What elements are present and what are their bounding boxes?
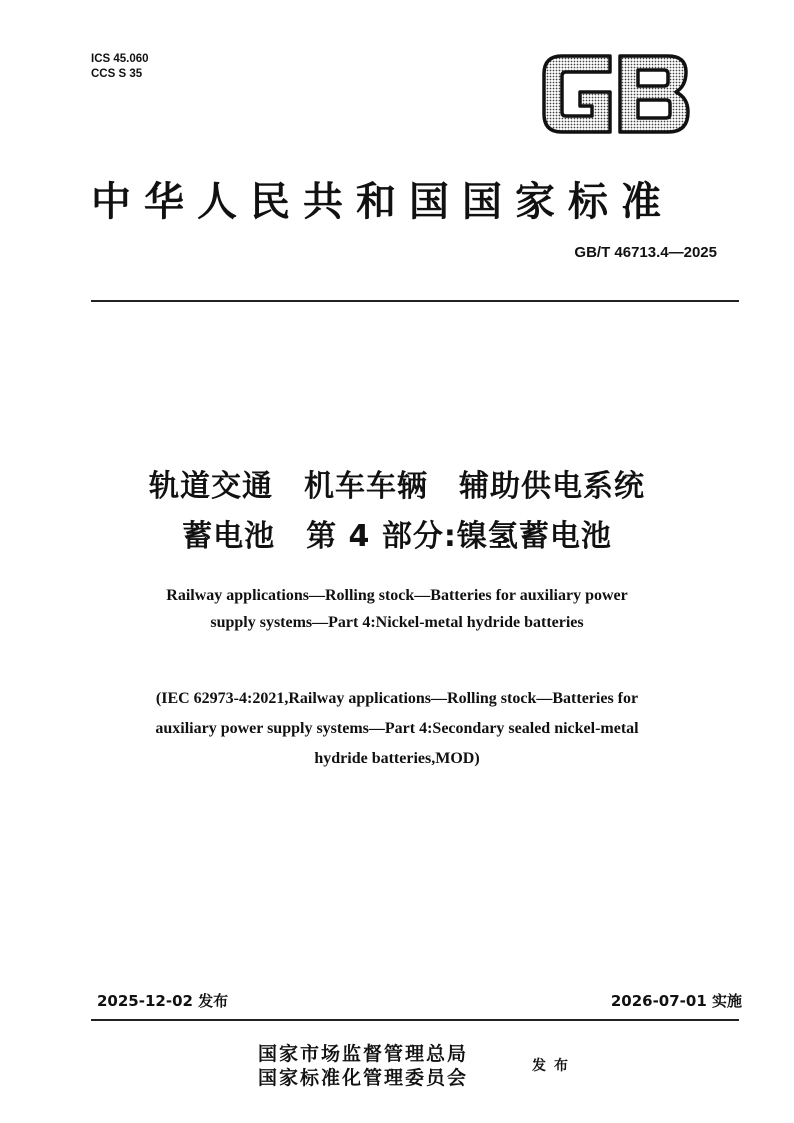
- gb-logo: [540, 48, 692, 140]
- footer-divider: [91, 1019, 739, 1021]
- iec-reference-line-1: (IEC 62973-4:2021,Railway applications—Rolling stock—Batteries for: [155, 690, 639, 707]
- classification-codes: [91, 52, 149, 82]
- english-title: [60, 582, 734, 636]
- chinese-title-line-2: 蓄电池 第 4 部分:镍氢蓄电池: [182, 519, 612, 554]
- issuer-samr: 国家市场监督管理总局: [258, 1043, 469, 1065]
- english-title-line-2: supply systems—Part 4:Nickel-metal hydride batteries: [210, 614, 584, 631]
- iec-reference-line-3: hydride batteries,MOD): [314, 750, 480, 767]
- standard-number: GB/T 46713.4—2025: [574, 244, 717, 261]
- issuer-sac: 国家标准化管理委员会: [258, 1067, 469, 1089]
- publish-label: 发布: [532, 1058, 576, 1074]
- national-standard-heading: 中华人民共和国国家标准: [91, 179, 674, 225]
- iec-reference: [60, 684, 734, 774]
- header-divider: [91, 300, 739, 302]
- release-date: 2025-12-02 发布: [97, 992, 229, 1010]
- chinese-title-line-1: 轨道交通 机车车辆 辅助供电系统: [149, 469, 645, 504]
- implementation-date: 2026-07-01 实施: [610, 992, 742, 1010]
- ccs-code: CCS S 35: [91, 68, 143, 80]
- iec-reference-line-2: auxiliary power supply systems—Part 4:Secondary sealed nickel-metal: [155, 720, 639, 737]
- issuing-authorities: [258, 1042, 468, 1090]
- ics-code: ICS 45.060: [91, 53, 149, 65]
- english-title-line-1: Railway applications—Rolling stock—Batteries for auxiliary power: [166, 587, 628, 604]
